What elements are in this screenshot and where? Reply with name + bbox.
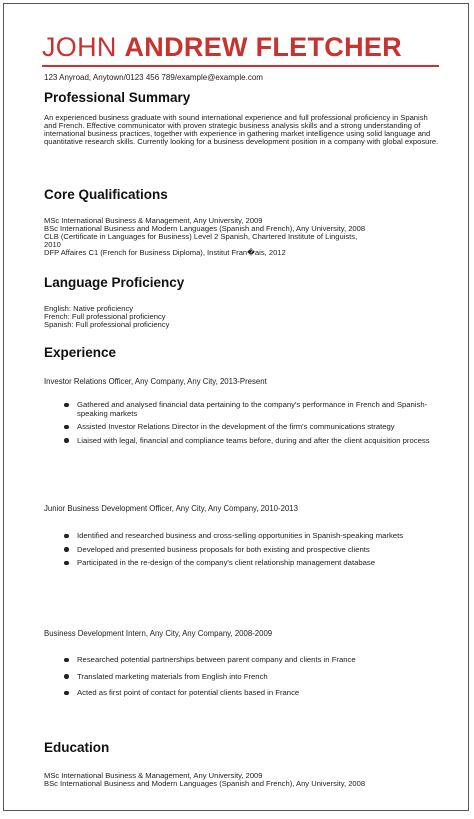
job-bullets [64, 401, 442, 445]
job-title: Investor Relations Officer, Any Company, Any City, 2013-Present [44, 377, 267, 386]
job-title: Business Development Intern, Any City, Any Company, 2008-2009 [44, 629, 273, 638]
education-list [44, 772, 365, 788]
list-item: Participated in the re-design of the company's client relationship management database [64, 559, 442, 568]
education-item: BSc International Business and Modern Languages (Spanish and French), Any University, 2008 [44, 779, 366, 789]
education-item: MSc International Business & Management, Any University, 2009 [44, 771, 263, 780]
list-item: Assisted Investor Relations Director in the development of the firm's communications strategy [64, 423, 442, 432]
bullet-icon [64, 561, 69, 566]
bullet-icon [64, 534, 69, 539]
summary-text: An experienced business graduate with sound international experience and full professional proficiency in Spanish and French. Effective communicator with proven strategic business analysis skills and a strong understanding of international business practices, together with experience in gathering market intelligence using solid language and quantitative research skills. Currently looking for a business development position in a company with global exposure. [44, 113, 439, 147]
first-name: JOHN [42, 32, 125, 62]
bullet-icon [64, 547, 69, 552]
qualifications-list [44, 217, 365, 257]
cv-page [3, 3, 469, 811]
contact-details: 123 Anyroad, Anytown/0123 456 789/example@example.com [44, 73, 263, 82]
qualification-item: CLB (Certificate in Languages for Business) Level 2 Spanish, Chartered Institute of Linguists, [44, 232, 358, 242]
middle-last-name: ANDREW FLETCHER [124, 32, 402, 62]
bullet-icon [64, 425, 69, 430]
bullet-icon [64, 658, 69, 663]
list-item: Translated marketing materials from English into French [64, 673, 442, 682]
list-item: Gathered and analysed financial data pertaining to the company's performance in French and Spanish-speaking markets [64, 401, 442, 418]
qualification-item: 2010 [44, 240, 61, 250]
job-title: Junior Business Development Officer, Any City, Any Company, 2010-2013 [44, 504, 298, 513]
list-item: Identified and researched business and cross-selling opportunities in Spanish-speaking markets [64, 532, 442, 541]
bullet-icon [64, 403, 69, 408]
list-item: Acted as first point of contact for potential clients based in France [64, 689, 442, 698]
experience-heading: Experience [44, 345, 117, 360]
qualification-item: MSc International Business & Management, Any University, 2009 [44, 216, 263, 225]
list-item: Liaised with legal, financial and compliance teams before, during and after the client acquisition process [64, 437, 442, 446]
job-bullets [64, 532, 442, 568]
job-bullets [64, 656, 442, 698]
bullet-icon [64, 438, 69, 443]
language-item: French: Full professional proficiency [44, 312, 166, 322]
education-heading: Education [44, 740, 110, 755]
languages-heading: Language Proficiency [44, 275, 185, 290]
language-item: English: Native proficiency [44, 304, 134, 313]
qualifications-heading: Core Qualifications [44, 187, 168, 202]
summary-heading: Professional Summary [44, 90, 191, 105]
qualification-item: DFP Affaires C1 (French for Business Diploma), Institut Fran�ais, 2012 [44, 248, 286, 258]
bullet-icon [64, 691, 69, 696]
language-item: Spanish: Full professional proficiency [44, 320, 170, 330]
cv-name [42, 32, 402, 63]
list-item: Developed and presented business proposals for both existing and prospective clients [64, 546, 442, 555]
languages-list [44, 305, 169, 329]
qualification-item: BSc International Business and Modern Languages (Spanish and French), Any University, 2008 [44, 224, 366, 234]
header-divider [42, 65, 439, 67]
list-item: Researched potential partnerships between parent company and clients in France [64, 656, 442, 665]
bullet-icon [64, 674, 69, 679]
